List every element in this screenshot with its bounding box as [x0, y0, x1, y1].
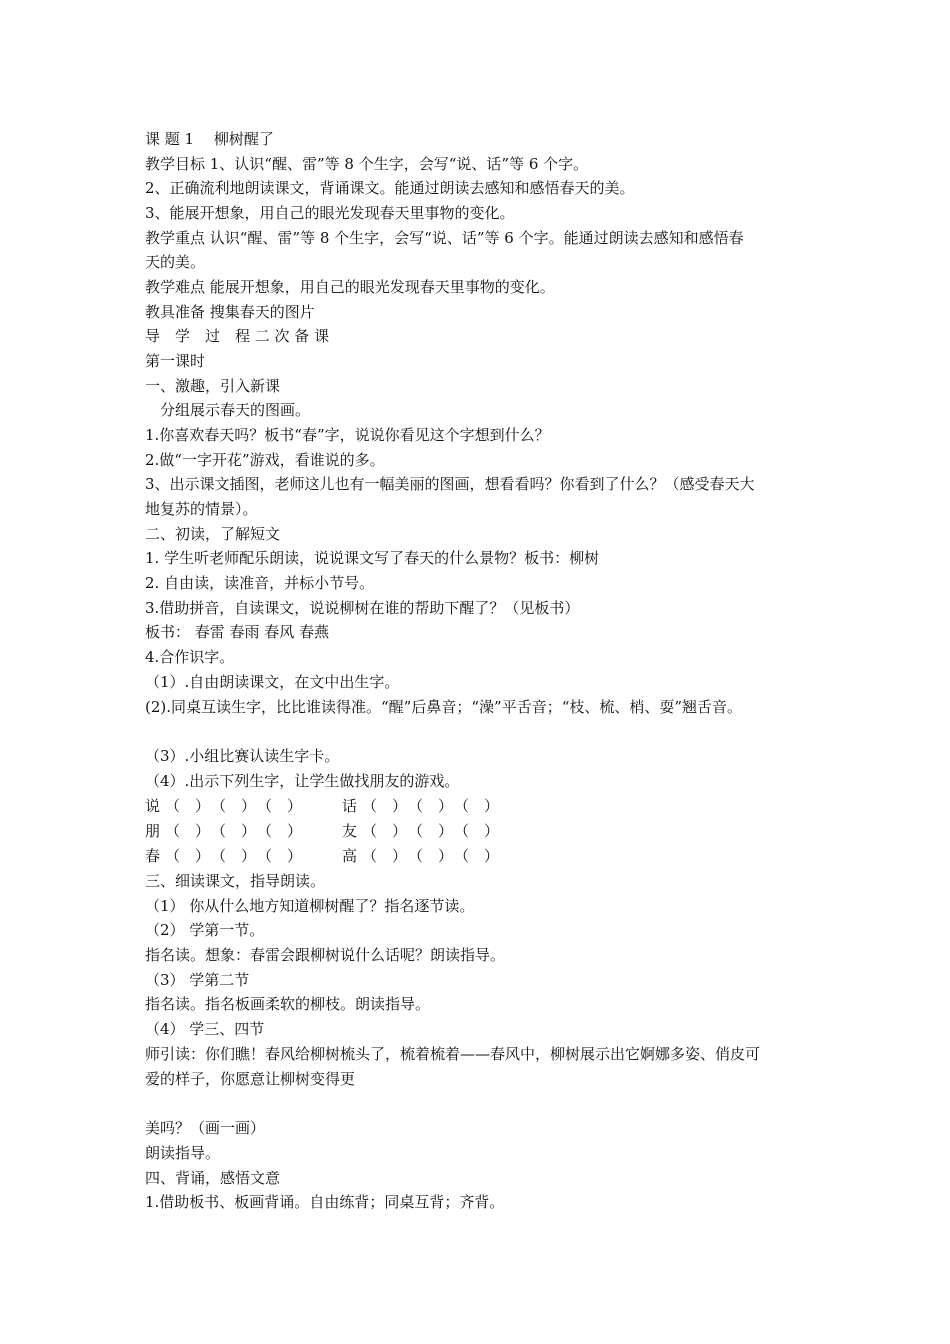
grid-blank: （ ） — [211, 822, 257, 840]
grid-char: 友 — [342, 822, 358, 840]
grid-char: 春 — [145, 847, 161, 865]
paragraph: 分组展示春天的图画。 — [145, 401, 311, 419]
grid-char: 说 — [145, 797, 161, 815]
grid-blank: （ ） — [257, 822, 303, 840]
section-heading: 四、背诵，感悟文意 — [145, 1169, 281, 1187]
grid-blank: （ ） — [454, 847, 500, 865]
paragraph: 指名读。指名板画柔软的柳枝。朗读指导。 — [145, 995, 431, 1013]
key-point: 教学重点 认识“醒、雷”等 8 个生字，会写“说、话”等 6 个字。能通过朗读去感知和感悟春 — [145, 229, 744, 247]
grid-blank: （ ） — [408, 822, 454, 840]
paragraph: 朗读指导。 — [145, 1144, 221, 1162]
difficult-point: 教学难点 能展开想象，用自己的眼光发现春天里事物的变化。 — [145, 278, 555, 296]
paragraph: 爱的样子，你愿意让柳树变得更 — [145, 1070, 356, 1088]
grid-blank: （ ） — [362, 797, 408, 815]
key-point-cont: 天的美。 — [145, 253, 206, 271]
paragraph: （4）.出示下列生字，让学生做找朋友的游戏。 — [145, 772, 460, 790]
paragraph: （3）.小组比赛认读生字卡。 — [145, 747, 340, 765]
grid-char: 高 — [342, 847, 358, 865]
grid-char: 朋 — [145, 822, 161, 840]
grid-blank: （ ） — [454, 822, 500, 840]
paragraph: 1.你喜欢春天吗？板书“春”字，说说你看见这个字想到什么？ — [145, 426, 550, 444]
grid-blank: （ ） — [362, 822, 408, 840]
grid-blank: （ ） — [257, 847, 303, 865]
first-lesson-heading: 第一课时 — [145, 352, 206, 370]
grid-blank: （ ） — [165, 797, 211, 815]
teaching-goal-3: 3、能展开想象，用自己的眼光发现春天里事物的变化。 — [145, 204, 515, 222]
lesson-title: 课 题 1 柳树醒了 — [145, 130, 274, 148]
grid-blank: （ ） — [165, 847, 211, 865]
paragraph: (2).同桌互读生字，比比谁读得准。“醒”后鼻音；“澡”平舌音；“枝、梳、梢、耍”翘舌音。 — [145, 698, 743, 716]
paragraph: 1. 学生听老师配乐朗读，说说课文写了春天的什么景物？板书：柳树 — [145, 549, 600, 567]
grid-blank: （ ） — [257, 797, 303, 815]
section-heading: 三、细读课文，指导朗读。 — [145, 872, 326, 890]
paragraph: （2） 学第一节。 — [145, 921, 265, 939]
grid-char: 话 — [342, 797, 358, 815]
paragraph: 2.做“一字开花”游戏，看谁说的多。 — [145, 451, 385, 469]
grid-blank: （ ） — [211, 847, 257, 865]
paragraph: （1）.自由朗读课文，在文中出生字。 — [145, 673, 400, 691]
paragraph: （1） 你从什么地方知道柳树醒了？指名逐节读。 — [145, 897, 475, 915]
teaching-goal: 教学目标 1、认识“醒、雷”等 8 个生字，会写“说、话”等 6 个字。 — [145, 155, 589, 173]
teaching-aids: 教具准备 搜集春天的图片 — [145, 303, 315, 321]
process-header: 导 学 过 程 二 次 备 课 — [145, 327, 330, 345]
grid-blank: （ ） — [362, 847, 408, 865]
grid-blank: （ ） — [408, 797, 454, 815]
paragraph: 3.借助拼音，自读课文，说说柳树在谁的帮助下醒了？（见板书） — [145, 599, 580, 617]
paragraph: 2. 自由读，读准音，并标小节号。 — [145, 574, 375, 592]
paragraph: 1.借助板书、板画背诵。自由练背；同桌互背；齐背。 — [145, 1193, 505, 1211]
paragraph: 地复苏的情景）。 — [145, 500, 258, 518]
paragraph: 指名读。想象：春雷会跟柳树说什么话呢？朗读指导。 — [145, 946, 506, 964]
paragraph: 师引读：你们瞧！春风给柳树梳头了，梳着梳着——春风中，柳树展示出它婀娜多姿、俏皮可 — [145, 1045, 761, 1063]
teaching-goal-2: 2、正确流利地朗读课文，背诵课文。能通过朗读去感知和感悟春天的美。 — [145, 179, 635, 197]
paragraph: （4） 学三、四节 — [145, 1020, 265, 1038]
section-heading: 二、初读，了解短文 — [145, 525, 281, 543]
grid-blank: （ ） — [211, 797, 257, 815]
grid-blank: （ ） — [408, 847, 454, 865]
section-heading: 一、激趣，引入新课 — [145, 377, 281, 395]
paragraph: 4.合作识字。 — [145, 648, 235, 666]
paragraph: 美吗？（画一画） — [145, 1119, 266, 1137]
paragraph: 3、出示课文插图，老师这儿也有一幅美丽的图画，想看看吗？你看到了什么？（感受春天大 — [145, 475, 755, 493]
grid-blank: （ ） — [454, 797, 500, 815]
blackboard-note: 板书： 春雷 春雨 春风 春燕 — [145, 623, 330, 641]
grid-blank: （ ） — [165, 822, 211, 840]
paragraph: （3） 学第二节 — [145, 971, 250, 989]
